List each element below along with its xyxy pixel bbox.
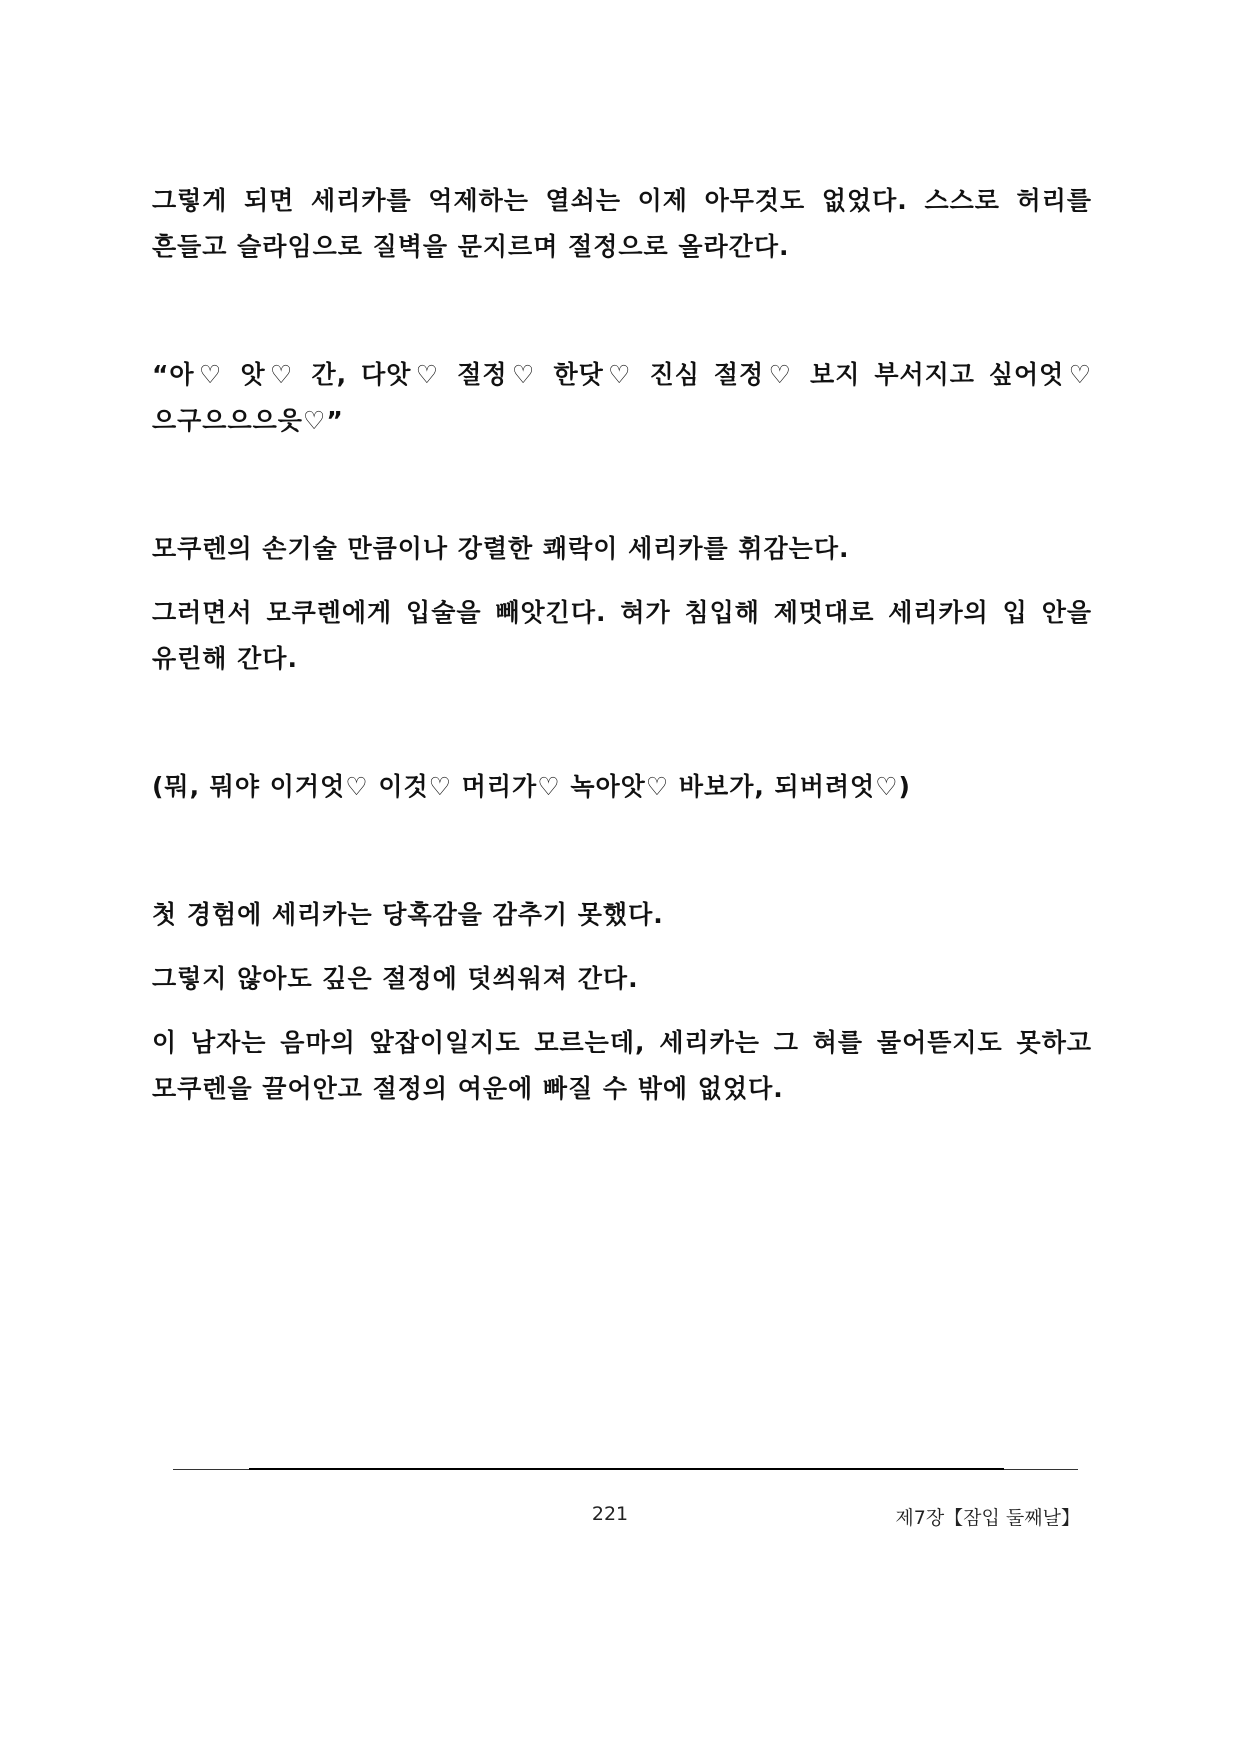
paragraph-spacer <box>152 810 1092 892</box>
paragraph-1: 그렇게 되면 세리카를 억제하는 열쇠는 이제 아무것도 없었다. 스스로 허리를 흔들고 슬라임으로 질벽을 문지르며 절정으로 올라간다. <box>152 186 1092 261</box>
paragraph-spacer <box>152 938 1092 956</box>
paragraph-6: 첫 경험에 세리카는 당혹감을 감추기 못했다. <box>152 900 664 929</box>
body-text <box>152 178 1092 1112</box>
paragraph-spacer <box>152 572 1092 590</box>
paragraph-4: 그러면서 모쿠렌에게 입술을 빼앗긴다. 혀가 침입해 제멋대로 세리카의 입 안을 유린해 간다. <box>152 598 1092 673</box>
paragraph-2: “아♡ 앗♡ 간, 다앗♡ 절정♡ 한닷♡ 진심 절정♡ 보지 부서지고 싶어엇♡ 으구으으으읏♡” <box>152 360 1092 435</box>
paragraph-3: 모쿠렌의 손기술 만큼이나 강렬한 쾌락이 세리카를 휘감는다. <box>152 534 850 563</box>
paragraph-spacer <box>152 444 1092 526</box>
page-number: 221 <box>591 1503 629 1525</box>
paragraph-spacer <box>152 682 1092 764</box>
paragraph-8: 이 남자는 음마의 앞잡이일지도 모르는데, 세리카는 그 혀를 물어뜯지도 못하고 모쿠렌을 끌어안고 절정의 여운에 빠질 수 밖에 없었다. <box>152 1028 1092 1103</box>
paragraph-spacer <box>152 1002 1092 1020</box>
footer-divider-accent <box>249 1468 1004 1470</box>
paragraph-5: (뭐, 뭐야 이거엇♡ 이것♡ 머리가♡ 녹아앗♡ 바보가, 되버려엇♡) <box>152 772 911 801</box>
chapter-title: 제7장【잠입 둘째날】 <box>895 1507 1080 1529</box>
paragraph-7: 그렇지 않아도 깊은 절정에 덧씌워져 간다. <box>152 964 639 993</box>
paragraph-spacer <box>152 270 1092 352</box>
